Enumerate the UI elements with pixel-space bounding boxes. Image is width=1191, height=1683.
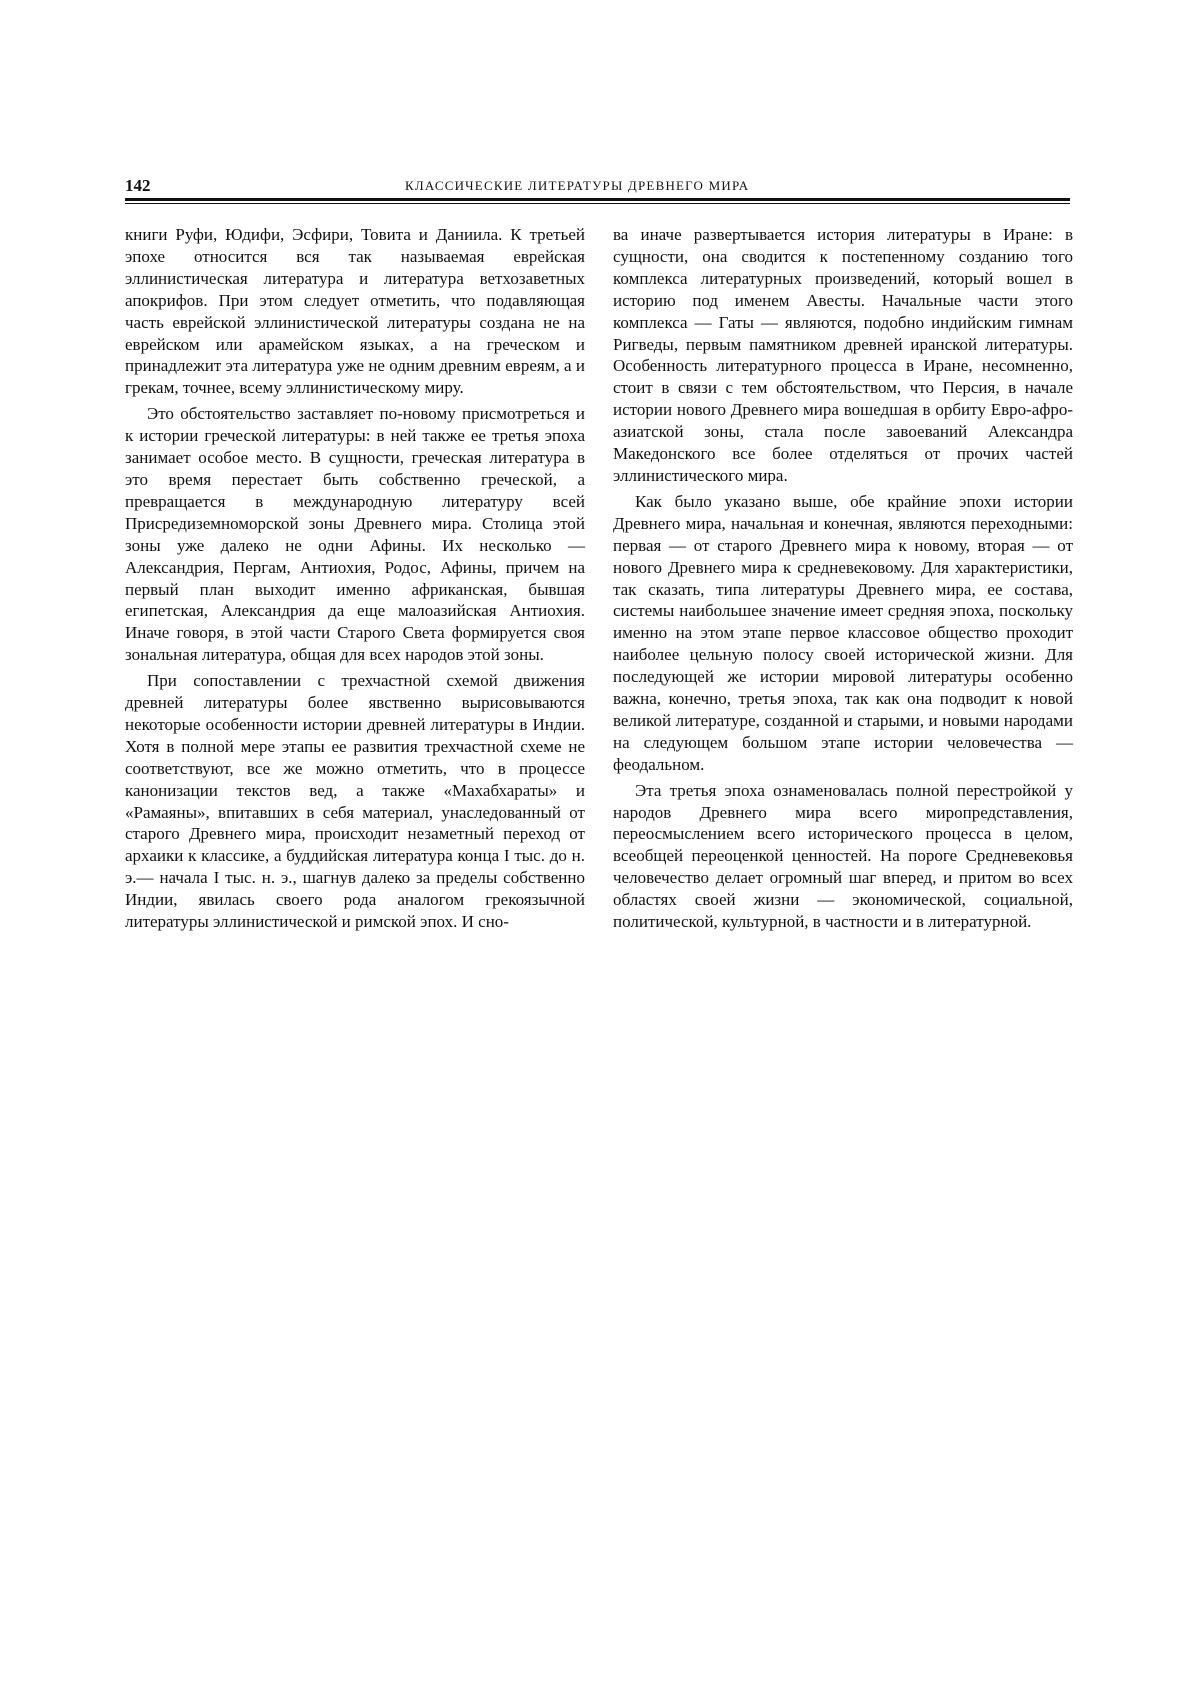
page-number: 142: [125, 176, 151, 195]
paragraph: Как было указано выше, обе крайние эпохи истории Древнего мира, начальная и конечная, являются переходными: первая — от старого Древнего мира к новому, вторая — от нового Древнего мира к средневековому. Для характеристики, так сказать, типа литературы Древнего мира, ее состава, системы наибольшее значение имеет средняя эпоха, поскольку именно на этом этапе первое классовое общество проходит наиболее цельную полосу своей исторической жизни. Для последующей же истории мировой литературы особенно важна, конечно, третья эпоха, так как она подводит к новой великой литературе, созданной и старыми, и новыми народами на следующем большом этапе истории человечества — феодальном.: [613, 491, 1073, 774]
header-rule-thin: [125, 203, 1070, 204]
running-head: [125, 176, 1070, 200]
paragraph: При сопоставлении с трехчастной схемой движения древней литературы более явственно вырисовываются некоторые особенности истории древней литературы в Индии. Хотя в полной мере этапы ее развития трехчастной схеме не соответствуют, все же можно отметить, что в процессе канонизации текстов вед, а также «Махабхараты» и «Рамаяны», впитавших в себя материал, унаследованный от старого Древнего мира, происходит незаметный переход от архаики к классике, а буддийская литература конца I тыс. до н. э.— начала I тыс. н. э., шагнув далеко за пределы собственно Индии, явилась своего рода аналогом грекоязычной литературы эллинистической и римской эпох. И сно-: [125, 671, 585, 932]
left-column: [125, 224, 585, 937]
paragraph: Это обстоятельство заставляет по-новому присмотреться и к истории греческой литературы: в ней также ее третья эпоха занимает особое место. В сущности, греческая литература в это время перестает быть собственно греческой, а превращается в международную литературу всей Присредиземноморской зоны Древнего мира. Столица этой зоны уже далеко не одни Афины. Их несколько — Александрия, Пергам, Антиохия, Родос, Афины, причем на первый план выходит именно африканская, бывшая египетская, Александрия да еще малоазийская Антиохия. Иначе говоря, в этой части Старого Света формируется своя зональная литература, общая для всех народов этой зоны.: [125, 404, 585, 665]
header-rule-thick: [125, 198, 1070, 201]
right-column: [613, 224, 1073, 937]
paragraph: книги Руфи, Юдифи, Эсфири, Товита и Даниила. К третьей эпохе относится вся так называемая еврейская эллинистическая литература и литература ветхозаветных апокрифов. При этом следует отметить, что подавляющая часть еврейской эллинистической литературы создана не на еврейском или арамейском языках, а на греческом и принадлежит эта литература уже не одним древним евреям, а и грекам, точнее, всему эллинистическому миру.: [125, 225, 585, 398]
running-title: КЛАССИЧЕСКИЕ ЛИТЕРАТУРЫ ДРЕВНЕГО МИРА: [405, 178, 750, 193]
paragraph: ва иначе развертывается история литературы в Иране: в сущности, она сводится к постепенному созданию того комплекса литературных произведений, который вошел в историю под именем Авесты. Начальные части этого комплекса — Гаты — являются, подобно индийским гимнам Ригведы, первым памятником древней иранской литературы. Особенность литературного процесса в Иране, несомненно, стоит в связи с тем обстоятельством, что Персия, в начале истории нового Древнего мира вошедшая в орбиту Евро-афро-азиатской зоны, стала после завоеваний Александра Македонского все более отделяться от прочих частей эллинистического мира.: [613, 225, 1073, 485]
paragraph: Эта третья эпоха ознаменовалась полной перестройкой у народов Древнего мира всего миропредставления, переосмыслением всего исторического процесса в целом, всеобщей переоценкой ценностей. На пороге Средневековья человечество делает огромный шаг вперед, и притом во всех областях своей жизни — экономической, социальной, политической, культурной, в частности и в литературной.: [613, 780, 1073, 932]
